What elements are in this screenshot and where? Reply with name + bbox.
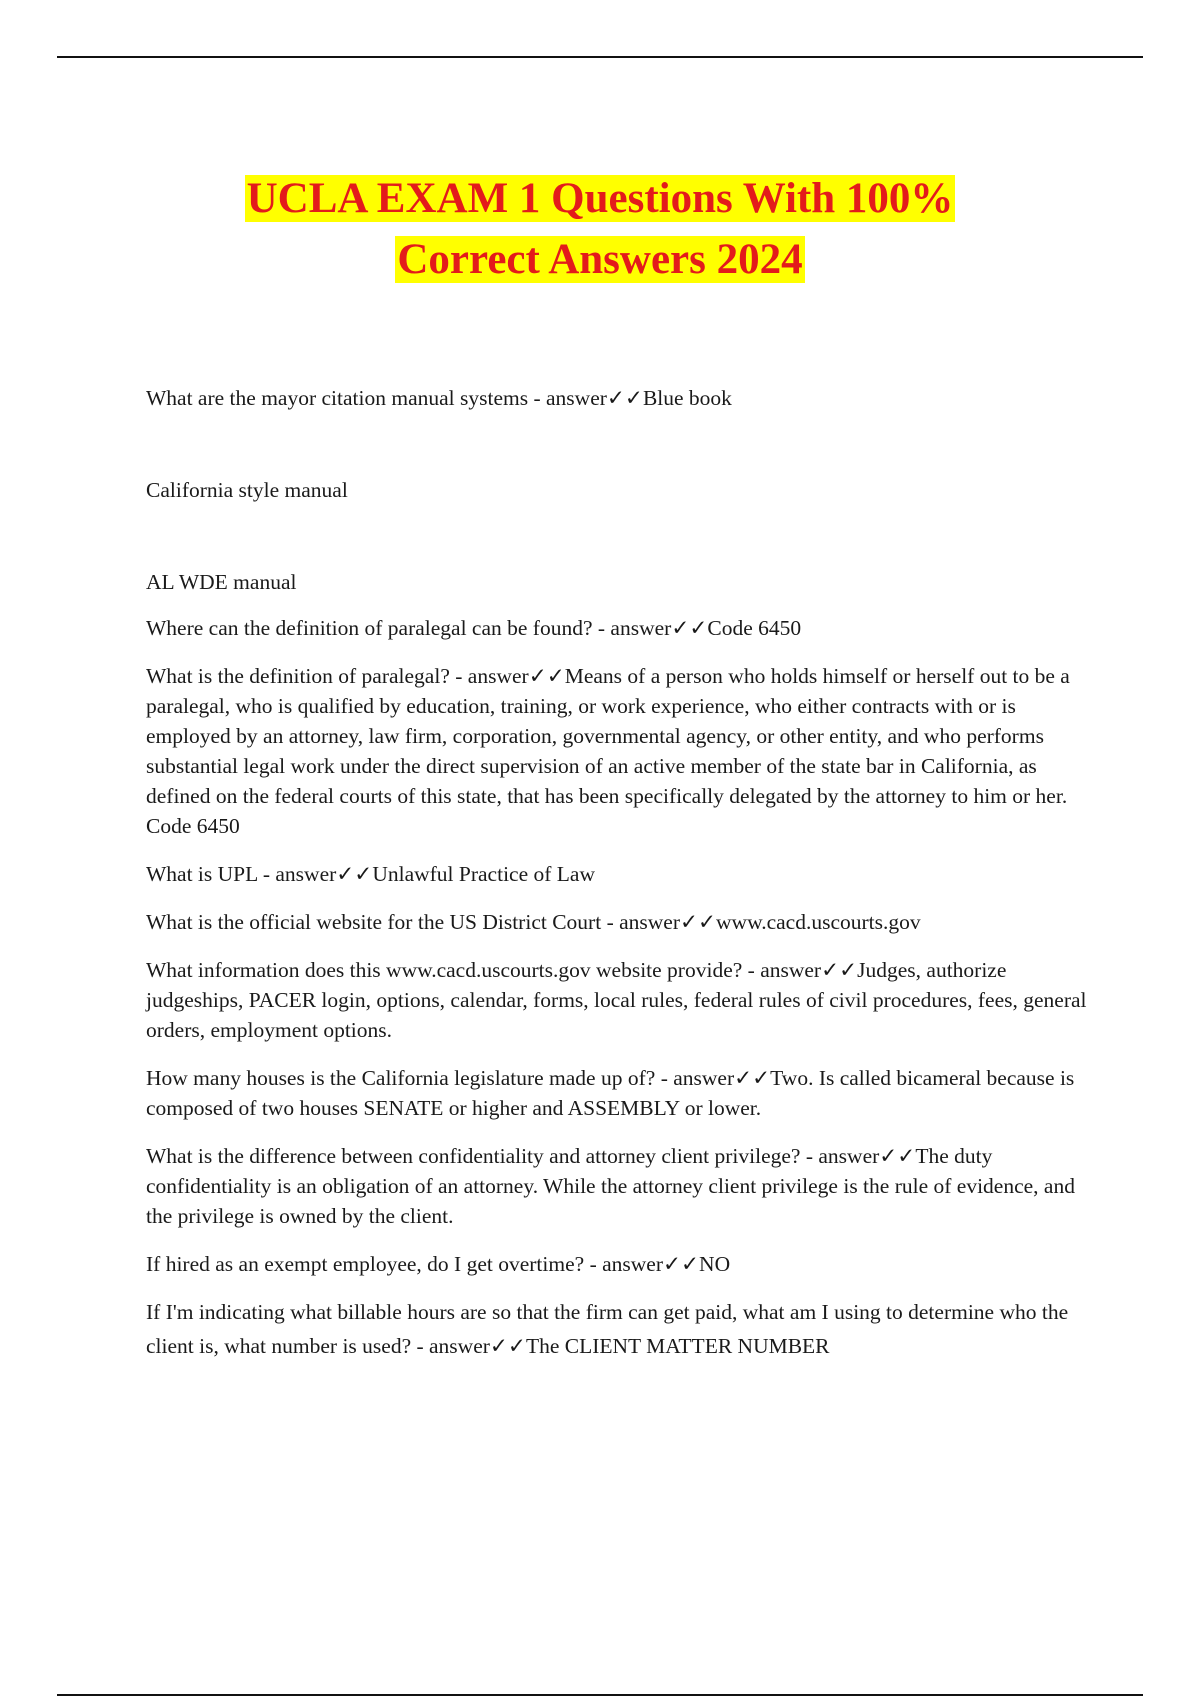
answer: Unlawful Practice of Law [372, 862, 595, 886]
answer-continuation-alwde: AL WDE manual [146, 570, 297, 594]
qa-item-2 [146, 613, 1106, 643]
answer-label: - answer [742, 958, 822, 982]
checkmark-icon: ✓✓ [663, 1252, 700, 1276]
answer-continuation-california: California style manual [146, 478, 348, 502]
answer-label: - answer [584, 1252, 664, 1276]
answer: Blue book [642, 386, 732, 410]
document-title [0, 168, 1200, 290]
answer-label: - answer [257, 862, 337, 886]
question: What is the official website for the US District Court [146, 910, 602, 934]
answer: www.cacd.uscourts.gov [716, 910, 921, 934]
qa-item-10 [146, 1295, 1106, 1363]
qa-item-9 [146, 1249, 1106, 1279]
question: What information does this www.cacd.uscourts.gov website provide? [146, 958, 743, 982]
answer: The CLIENT MATTER NUMBER [525, 1334, 830, 1358]
qa-content [146, 383, 1106, 1363]
question: If hired as an exempt employee, do I get overtime? [146, 1252, 585, 1276]
qa-item-3 [146, 661, 1106, 841]
question: What is the difference between confidentiality and attorney client privilege? [146, 1144, 801, 1168]
question: What are the mayor citation manual systems [146, 386, 529, 410]
qa-item-8 [146, 1141, 1106, 1231]
title-line-1: UCLA EXAM 1 Questions With 100% [246, 175, 954, 222]
checkmark-icon: ✓✓ [680, 910, 717, 934]
checkmark-icon: ✓✓ [606, 386, 643, 410]
qa-item-6 [146, 955, 1106, 1045]
answer: Means of a person who holds himself or herself out to be a paralegal, who is qualified by education, training, or work experience, who either contracts with or is employed by an attorney, law firm, corporation, governmental agency, or other entity, and who performs substantial legal work under the direct supervision of an active member of the state bar in California, as defined on the federal courts of this state, that has been specifically delegated by the attorney to him or her. Code 6450 [146, 664, 1070, 838]
checkmark-icon: ✓✓ [821, 958, 858, 982]
answer: Code 6450 [707, 616, 802, 640]
answer-label: - answer [655, 1066, 735, 1090]
checkmark-icon: ✓✓ [734, 1066, 771, 1090]
answer-label: - answer [528, 386, 607, 410]
checkmark-icon: ✓✓ [879, 1144, 916, 1168]
title-line-2: Correct Answers 2024 [397, 236, 803, 283]
answer: The duty confidentiality is an obligation of an attorney. While the attorney client privilege is the rule of evidence, and the privilege is owned by the client. [146, 1144, 1075, 1228]
answer-label: - answer [800, 1144, 880, 1168]
checkmark-icon: ✓✓ [671, 616, 708, 640]
qa-item-5 [146, 907, 1106, 937]
answer-label: - answer [592, 616, 672, 640]
answer-label: - answer [601, 910, 680, 934]
answer: Judges, authorize judgeships, PACER login, options, calendar, forms, local rules, federal rules of civil procedures, fees, general orders, employment options. [146, 958, 1087, 1042]
question: How many houses is the California legislature made up of? [146, 1066, 656, 1090]
answer: NO [699, 1252, 731, 1276]
question: If I'm indicating what billable hours are so that the firm can get paid, what am I using to determine who the client is, what number is used? [146, 1300, 1069, 1358]
bottom-rule [57, 1694, 1143, 1696]
qa-item-7 [146, 1063, 1106, 1123]
answer: Two. Is called bicameral because is composed of two houses SENATE or higher and ASSEMBLY or lower. [146, 1066, 1075, 1120]
checkmark-icon: ✓✓ [528, 664, 565, 688]
qa-item-1 [146, 383, 1106, 413]
checkmark-icon: ✓✓ [489, 1334, 526, 1358]
question: What is the definition of paralegal? [146, 664, 450, 688]
answer-label: - answer [449, 664, 529, 688]
checkmark-icon: ✓✓ [336, 862, 373, 886]
qa-item-4 [146, 859, 1106, 889]
question: Where can the definition of paralegal can be found? [146, 616, 593, 640]
answer-label: - answer [411, 1334, 490, 1358]
question: What is UPL [146, 862, 258, 886]
top-rule [57, 56, 1143, 58]
